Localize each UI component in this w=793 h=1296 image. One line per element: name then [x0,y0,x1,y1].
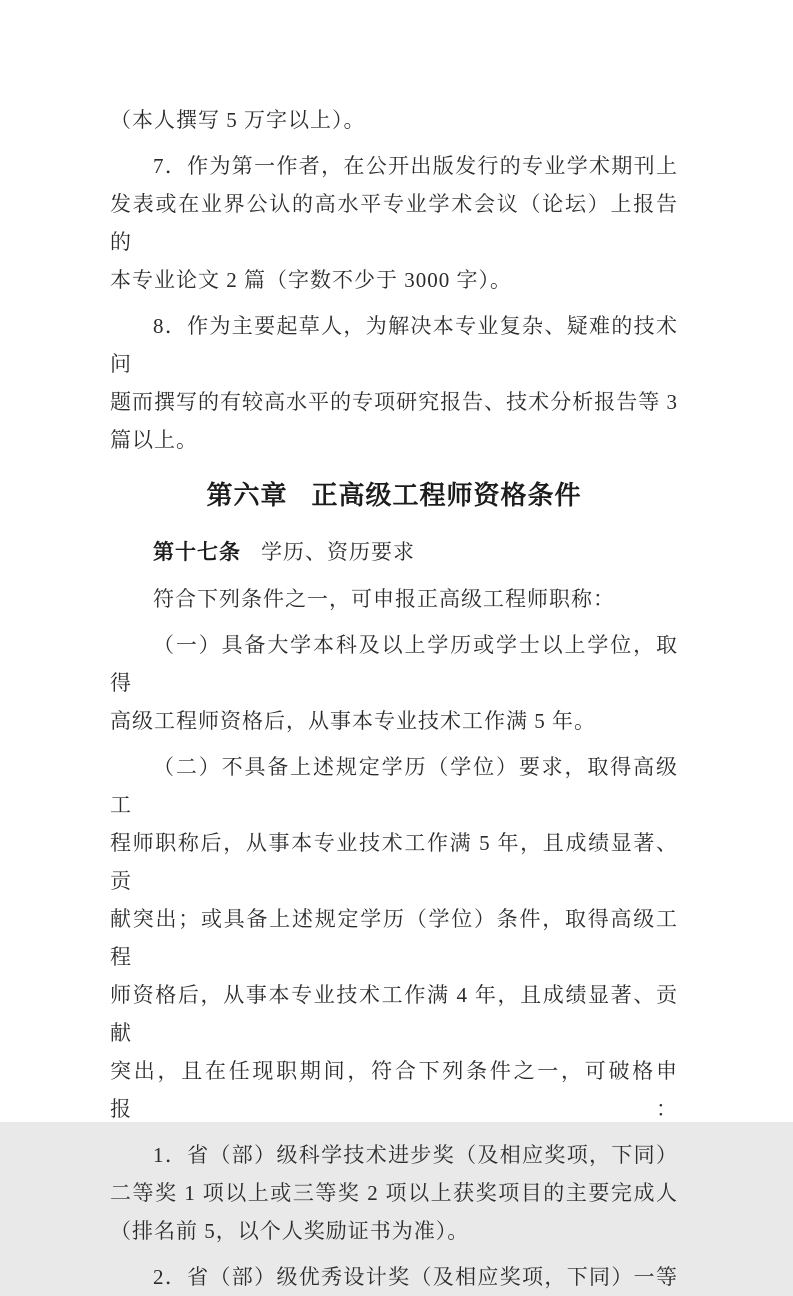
text-line: 突出，且在任现职期间，符合下列条件之一，可破格申报： [110,1059,678,1121]
text-line: 8．作为主要起草人，为解决本专业复杂、疑难的技术问 [110,314,678,376]
article-number: 第十七条 [153,541,241,564]
text-line: 2．省（部）级优秀设计奖（及相应奖项，下同）一等 [153,1265,678,1289]
paragraph-carryover [110,101,678,139]
text-line: （本人撰写 5 万字以上）。 [110,108,366,132]
text-line: （排名前 5，以个人奖励证书为准）。 [110,1219,470,1243]
article-17-paragraph [110,533,678,572]
clause-1-paragraph [110,626,678,740]
award-item-1-paragraph [110,1136,678,1250]
text-line: 7．作为第一作者，在公开出版发行的专业学术期刊上 [153,154,678,178]
text-line: 师资格后，从事本专业技术工作满 4 年，且成绩显著、贡献 [110,983,678,1045]
item-7-paragraph [110,147,678,299]
text-line [110,533,678,572]
article-title: 学历、资历要求 [261,540,415,564]
text-line: 二等奖 1 项以上或三等奖 2 项以上获奖项目的主要完成人 [110,1181,678,1205]
text-line: 篇以上。 [110,428,198,452]
text-line: 发表或在业界公认的高水平专业学术会议（论坛）上报告的 [110,192,678,254]
text-line: 高级工程师资格后，从事本专业技术工作满 5 年。 [110,709,596,733]
clause-2-paragraph [110,748,678,1128]
text-line: 本专业论文 2 篇（字数不少于 3000 字）。 [110,268,512,292]
text-line: （一）具备大学本科及以上学历或学士以上学位，取得 [110,633,678,695]
chapter-number: 第六章 [206,480,288,510]
award-item-2-paragraph [110,1258,678,1296]
text-line: 题而撰写的有较高水平的专项研究报告、技术分析报告等 3 [110,390,678,414]
chapter-6-heading [110,475,678,515]
text-line: 符合下列条件之一，可申报正高级工程师职称： [153,587,615,611]
text-line: （二）不具备上述规定学历（学位）要求，取得高级工 [110,755,678,817]
text-line: 献突出；或具备上述规定学历（学位）条件，取得高级工程 [110,907,678,969]
item-8-paragraph [110,307,678,459]
chapter-title: 正高级工程师资格条件 [311,480,582,510]
text-line: 程师职称后，从事本专业技术工作满 5 年，且成绩显著、贡 [110,831,678,893]
intro-paragraph [110,580,678,618]
text-line: 1．省（部）级科学技术进步奖（及相应奖项，下同） [153,1143,678,1167]
